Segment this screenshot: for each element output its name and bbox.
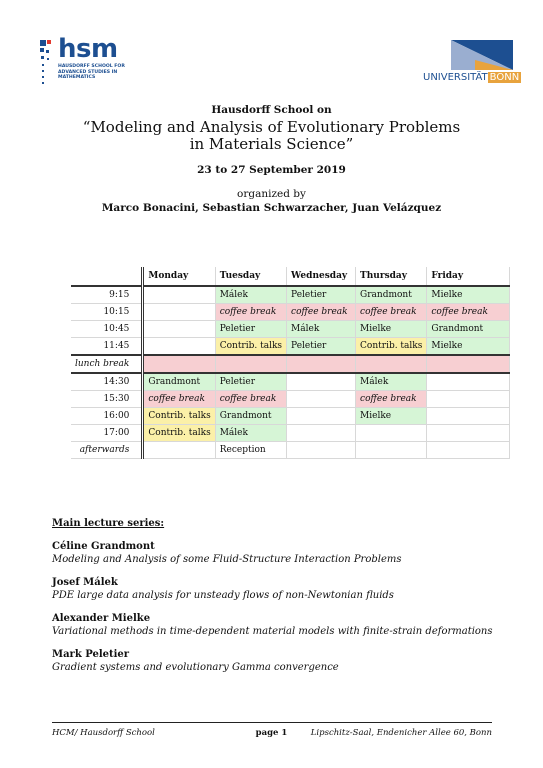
hsm-subtitle: HAUSDORFF SCHOOL FOR ADVANCED STUDIES IN MATHEMATICS — [58, 64, 125, 81]
day-header-wednesday: Wednesday — [287, 267, 356, 286]
footer-left: HCM/ Hausdorff School — [52, 728, 155, 738]
schedule-cell: Contrib. talks — [356, 338, 427, 356]
schedule-cell: coffee break — [356, 391, 427, 408]
time-cell: 17:00 — [71, 425, 143, 442]
uni-bonn-text — [423, 72, 521, 83]
schedule-header-row — [71, 267, 510, 286]
table-row — [71, 391, 510, 408]
schedule-cell: Contrib. talks — [143, 408, 215, 425]
schedule-cell: Contrib. talks — [215, 338, 286, 356]
schedule-cell — [356, 355, 427, 373]
table-row — [71, 304, 510, 321]
event-title-line1: “Modeling and Analysis of Evolutionary Problems — [82, 118, 461, 136]
footer-rule — [52, 722, 492, 723]
time-header — [71, 267, 143, 286]
schedule-cell: Reception — [215, 442, 286, 459]
schedule-cell — [143, 355, 215, 373]
lecture-title: Variational methods in time-dependent material models with finite-strain deformations — [52, 626, 493, 637]
schedule-cell: Málek — [215, 425, 286, 442]
uni-bonn-emblem-icon — [423, 40, 513, 70]
schedule-cell — [427, 391, 510, 408]
schedule-cell: Grandmont — [427, 321, 510, 338]
hsm-logo — [38, 34, 148, 88]
table-row — [71, 442, 510, 459]
event-title — [0, 119, 543, 153]
event-title-line2: in Materials Science” — [189, 135, 354, 153]
uni-bonn-left: UNIVERSITÄT — [423, 72, 488, 83]
schedule-cell — [427, 355, 510, 373]
schedule-cell — [287, 391, 356, 408]
lecture-item — [52, 577, 502, 601]
lecture-title: PDE large data analysis for unsteady flows of non-Newtonian fluids — [52, 590, 394, 601]
lecture-item — [52, 613, 502, 637]
schedule-cell: coffee break — [356, 304, 427, 321]
hsm-wordmark: hsm — [58, 34, 118, 64]
schedule-cell: Mielke — [427, 286, 510, 304]
organizers: Marco Bonacini, Sebastian Schwarzacher, Juan Velázquez — [101, 202, 442, 214]
schedule-cell: coffee break — [215, 391, 286, 408]
schedule-cell — [287, 408, 356, 425]
schedule-cell — [143, 442, 215, 459]
lecturer-name: Alexander Mielke — [52, 613, 151, 624]
schedule-cell — [287, 442, 356, 459]
schedule-cell: Málek — [215, 286, 286, 304]
organized-by-label: organized by — [237, 188, 306, 200]
lecture-series — [52, 518, 502, 685]
schedule-cell — [427, 442, 510, 459]
table-row — [71, 373, 510, 391]
schedule-cell: Peletier — [215, 321, 286, 338]
school-label: Hausdorff School on — [211, 104, 332, 116]
schedule-cell — [287, 425, 356, 442]
lecture-item — [52, 649, 502, 673]
hsm-dots-icon — [38, 38, 52, 86]
schedule-cell — [356, 425, 427, 442]
schedule-cell: coffee break — [143, 391, 215, 408]
schedule-cell — [427, 425, 510, 442]
lecture-title: Modeling and Analysis of some Fluid-Structure Interaction Problems — [52, 554, 402, 565]
event-dates: 23 to 27 September 2019 — [197, 164, 346, 176]
time-cell: lunch break — [71, 355, 143, 373]
time-cell: afterwards — [71, 442, 143, 459]
day-header-thursday: Thursday — [356, 267, 427, 286]
lecture-series-heading: Main lecture series: — [52, 518, 165, 529]
schedule-cell: Peletier — [287, 286, 356, 304]
schedule-cell — [287, 355, 356, 373]
table-row — [71, 408, 510, 425]
table-row — [71, 338, 510, 356]
day-header-tuesday: Tuesday — [215, 267, 286, 286]
schedule-cell: coffee break — [287, 304, 356, 321]
time-cell: 11:45 — [71, 338, 143, 356]
footer-page-number: page 1 — [255, 728, 288, 738]
schedule-cell — [143, 304, 215, 321]
schedule-cell: Contrib. talks — [143, 425, 215, 442]
table-row — [71, 425, 510, 442]
schedule-cell — [143, 286, 215, 304]
schedule-cell: Mielke — [356, 408, 427, 425]
schedule-cell — [356, 442, 427, 459]
lecturer-name: Mark Peletier — [52, 649, 130, 660]
lecturer-name: Céline Grandmont — [52, 541, 155, 552]
schedule-cell: coffee break — [427, 304, 510, 321]
uni-bonn-logo — [423, 40, 520, 84]
day-header-monday: Monday — [143, 267, 215, 286]
schedule-cell — [287, 373, 356, 391]
schedule-cell — [143, 338, 215, 356]
schedule-cell — [427, 373, 510, 391]
uni-bonn-right: BONN — [489, 72, 520, 83]
schedule-cell: Grandmont — [356, 286, 427, 304]
table-row — [71, 321, 510, 338]
time-cell: 16:00 — [71, 408, 143, 425]
schedule-table — [71, 267, 510, 459]
schedule-cell — [215, 355, 286, 373]
schedule-cell: Grandmont — [143, 373, 215, 391]
day-header-friday: Friday — [427, 267, 510, 286]
lecture-item — [52, 541, 502, 565]
schedule-cell: Mielke — [356, 321, 427, 338]
time-cell: 10:45 — [71, 321, 143, 338]
schedule-cell: Mielke — [427, 338, 510, 356]
time-cell: 14:30 — [71, 373, 143, 391]
table-row — [71, 286, 510, 304]
schedule-cell — [143, 321, 215, 338]
table-row-lunch — [71, 355, 510, 373]
schedule-cell — [427, 408, 510, 425]
time-cell: 10:15 — [71, 304, 143, 321]
lecturer-name: Josef Málek — [52, 577, 118, 588]
footer-right: Lipschitz-Saal, Endenicher Allee 60, Bonn — [310, 728, 492, 738]
time-cell: 15:30 — [71, 391, 143, 408]
schedule-cell: coffee break — [215, 304, 286, 321]
lecture-title: Gradient systems and evolutionary Gamma convergence — [52, 662, 339, 673]
schedule-cell: Málek — [287, 321, 356, 338]
time-cell: 9:15 — [71, 286, 143, 304]
schedule-cell: Grandmont — [215, 408, 286, 425]
schedule-cell: Málek — [356, 373, 427, 391]
schedule-cell: Peletier — [287, 338, 356, 356]
schedule-cell: Peletier — [215, 373, 286, 391]
